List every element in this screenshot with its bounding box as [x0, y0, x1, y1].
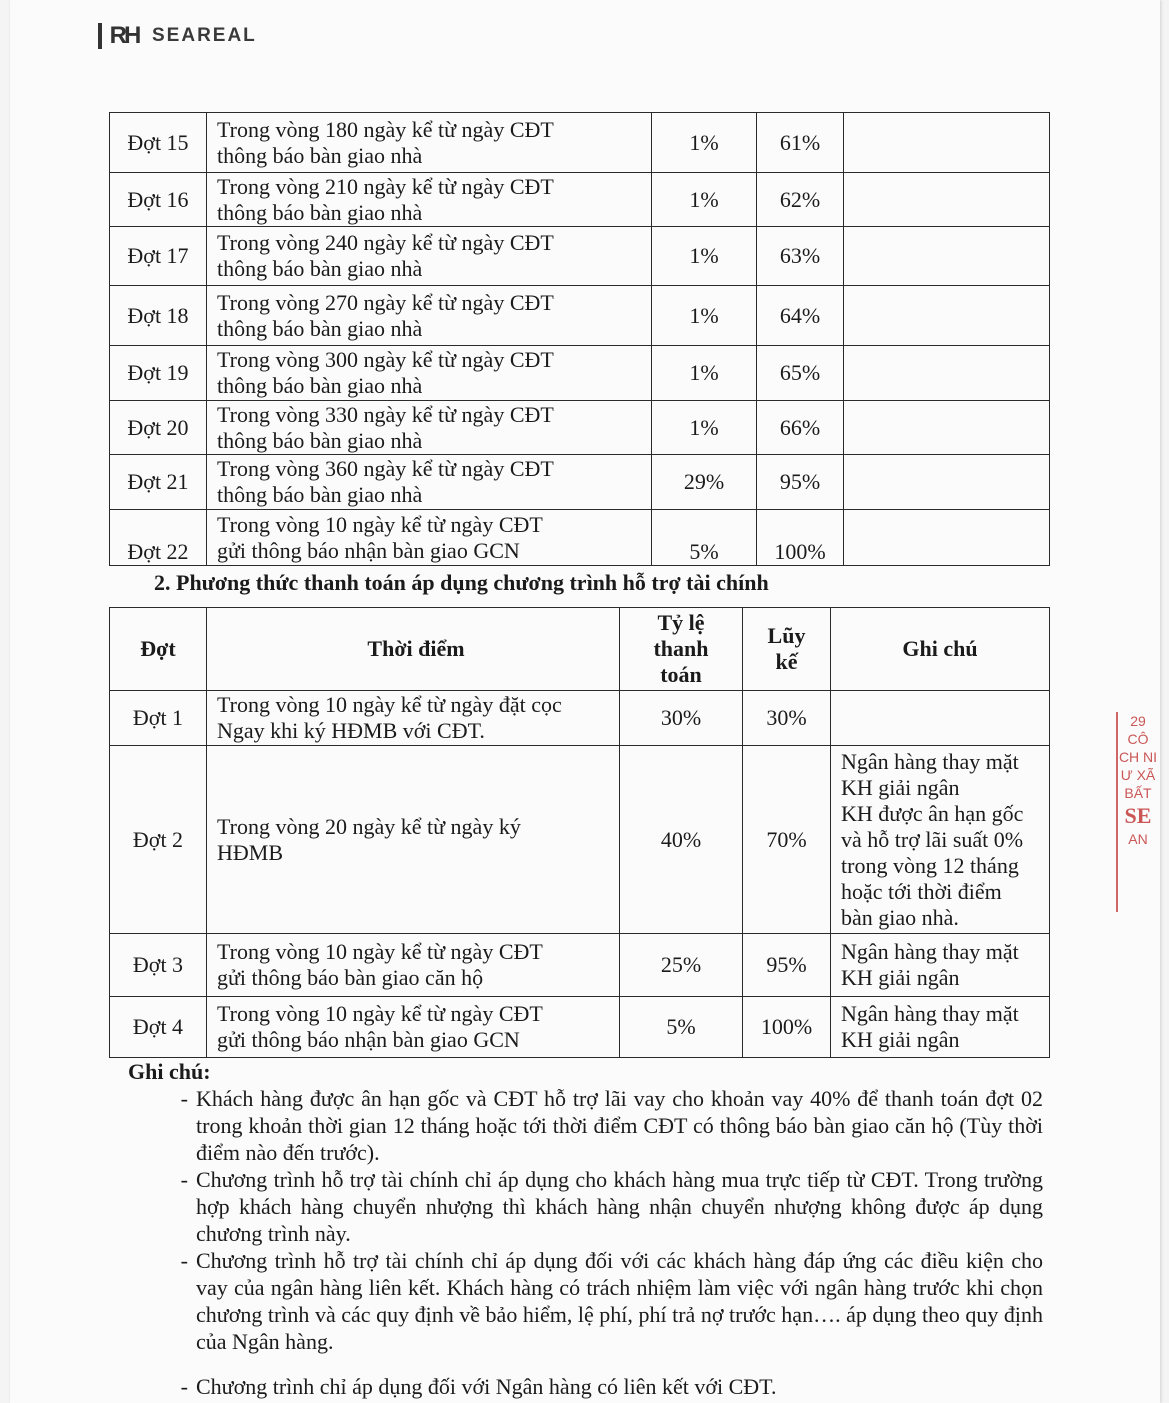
- header-cum: Lũy kế: [743, 608, 831, 691]
- table-row: [110, 346, 1050, 401]
- cell-time: [207, 346, 652, 401]
- time-line: Trong vòng 330 ngày kể từ ngày CĐT: [217, 401, 554, 427]
- time-line: HĐMB: [217, 839, 284, 865]
- note-line: Ngân hàng thay mặt: [841, 1001, 1019, 1026]
- cell-note: [844, 455, 1050, 510]
- note-line: Ngân hàng thay mặt: [841, 748, 1019, 774]
- payment-schedule-table: [109, 112, 1050, 566]
- note-text: Chương trình hỗ trợ tài chính chỉ áp dụng đối với các khách hàng đáp ứng các điều kiện cho vay của ngân hàng liên kết. Khách hàng có trách nhiệm làm việc với ngân hàng trước khi chọn chương trình và các quy định về bảo hiểm, lệ phí, phí trả nợ trước hạn…. áp dụng theo quy định của Ngân hàng.: [196, 1248, 1043, 1354]
- stamp-text: CH NI: [1118, 749, 1158, 765]
- cell-note: [844, 346, 1050, 401]
- note-text: Chương trình chỉ áp dụng đối với Ngân hàng có liên kết với CĐT.: [196, 1374, 777, 1399]
- cell-dot: Đợt 18: [110, 286, 207, 346]
- time-line: Trong vòng 360 ngày kể từ ngày CĐT: [217, 456, 554, 481]
- logo: [98, 22, 257, 50]
- time-line: thông báo bàn giao nhà: [217, 482, 423, 507]
- time-line: gửi thông báo nhận bàn giao GCN: [217, 1027, 520, 1052]
- cell-dot: Đợt 15: [110, 113, 207, 173]
- cell-rate: 30%: [620, 691, 743, 746]
- time-line: Trong vòng 10 ngày kể từ ngày CĐT: [217, 1001, 543, 1026]
- cell-note: [831, 934, 1050, 997]
- time-line: gửi thông báo bàn giao căn hộ: [217, 965, 484, 990]
- time-line: thông báo bàn giao nhà: [217, 142, 423, 168]
- cell-time: [207, 455, 652, 510]
- table-row: [110, 227, 1050, 286]
- cell-note: [831, 746, 1050, 934]
- cell-rate: 1%: [652, 173, 757, 227]
- cell-cum: 100%: [757, 510, 844, 566]
- table-header-row: [110, 608, 1050, 691]
- cell-cum: 95%: [743, 934, 831, 997]
- notes-title: Ghi chú:: [128, 1059, 211, 1084]
- bullet-dash: -: [180, 1167, 188, 1192]
- cell-time: [207, 286, 652, 346]
- time-line: thông báo bàn giao nhà: [217, 373, 423, 398]
- cell-cum: 95%: [757, 455, 844, 510]
- cell-rate: 1%: [652, 113, 757, 173]
- table-row: [110, 746, 1050, 934]
- cell-dot: Đợt 3: [110, 934, 207, 997]
- stamp-text: 29: [1130, 713, 1146, 729]
- table-row: [110, 691, 1050, 746]
- time-line: Trong vòng 10 ngày kể từ ngày đặt cọc: [217, 692, 562, 717]
- cell-rate: 5%: [620, 997, 743, 1058]
- cell-dot: Đợt 1: [110, 691, 207, 746]
- header-note: Ghi chú: [831, 608, 1050, 691]
- cell-cum: 30%: [743, 691, 831, 746]
- cell-time: [207, 173, 652, 227]
- cell-dot: Đợt 2: [110, 746, 207, 934]
- table-row: [110, 997, 1050, 1058]
- cell-time: [207, 691, 620, 746]
- bullet-dash: -: [180, 1374, 188, 1399]
- stamp-text: AN: [1128, 831, 1148, 847]
- cell-cum: 65%: [757, 346, 844, 401]
- note-line: KH giải ngân: [841, 1027, 960, 1052]
- time-line: Ngay khi ký HĐMB với CĐT.: [217, 718, 485, 743]
- time-line: Trong vòng 240 ngày kể từ ngày CĐT: [217, 230, 554, 255]
- stamp-text: CÔ: [1127, 731, 1149, 747]
- cell-rate: 1%: [652, 286, 757, 346]
- time-line: gửi thông báo nhận bàn giao GCN: [217, 537, 520, 563]
- time-line: Trong vòng 20 ngày kể từ ngày ký: [217, 813, 521, 839]
- cell-cum: 62%: [757, 173, 844, 227]
- cell-rate: 1%: [652, 346, 757, 401]
- header-time: Thời điểm: [207, 608, 620, 691]
- logo-mark: RH: [98, 23, 146, 49]
- cell-note: [831, 997, 1050, 1058]
- header-rate: Tỷ lệ thanh toán: [620, 608, 743, 691]
- cell-time: [207, 510, 652, 566]
- list-item: [128, 1166, 1043, 1247]
- bullet-dash: -: [180, 1086, 188, 1111]
- note-text: Khách hàng được ân hạn gốc và CĐT hỗ trợ lãi vay cho khoản vay 40% để thanh toán đợt 02 trong khoản thời gian 12 tháng hoặc tới thời điểm CĐT có thông báo bàn giao căn hộ (Tùy thời điểm nào đến trước).: [196, 1086, 1043, 1165]
- cell-dot: Đợt 16: [110, 173, 207, 227]
- time-line: Trong vòng 270 ngày kể từ ngày CĐT: [217, 289, 554, 315]
- cell-time: [207, 113, 652, 173]
- time-line: Trong vòng 10 ngày kể từ ngày CĐT: [217, 939, 543, 964]
- note-line: KH được ân hạn gốc: [841, 800, 1024, 826]
- bullet-dash: -: [180, 1248, 188, 1273]
- logo-text: SEAREAL: [152, 25, 257, 46]
- cell-note: [844, 227, 1050, 286]
- note-line: Ngân hàng thay mặt: [841, 939, 1019, 964]
- table-row: [110, 455, 1050, 510]
- cell-rate: 25%: [620, 934, 743, 997]
- cell-rate: 1%: [652, 227, 757, 286]
- cell-time: [207, 746, 620, 934]
- cell-cum: 61%: [757, 113, 844, 173]
- cell-dot: Đợt 21: [110, 455, 207, 510]
- list-item: [128, 1373, 1043, 1400]
- cell-dot: Đợt 22: [110, 510, 207, 566]
- table-row: [110, 113, 1050, 173]
- note-line: trong vòng 12 tháng: [841, 852, 1019, 878]
- time-line: Trong vòng 180 ngày kể từ ngày CĐT: [217, 116, 554, 142]
- cell-note: [844, 113, 1050, 173]
- cell-rate: 29%: [652, 455, 757, 510]
- cell-cum: 63%: [757, 227, 844, 286]
- note-line: bàn giao nhà.: [841, 904, 959, 930]
- table-row: [110, 286, 1050, 346]
- list-item: [128, 1085, 1043, 1166]
- cell-dot: Đợt 20: [110, 401, 207, 455]
- note-line: hoặc tới thời điểm: [841, 878, 1002, 904]
- cell-dot: Đợt 17: [110, 227, 207, 286]
- time-line: thông báo bàn giao nhà: [217, 199, 423, 225]
- cell-note: [831, 691, 1050, 746]
- note-line: KH giải ngân: [841, 774, 960, 800]
- header-dot: Đợt: [110, 608, 207, 691]
- cell-rate: 1%: [652, 401, 757, 455]
- cell-time: [207, 227, 652, 286]
- time-line: Trong vòng 210 ngày kể từ ngày CĐT: [217, 173, 554, 199]
- stamp-text: Ư XÃ: [1120, 767, 1156, 783]
- cell-time: [207, 934, 620, 997]
- time-line: Trong vòng 10 ngày kể từ ngày CĐT: [217, 511, 543, 537]
- time-line: thông báo bàn giao nhà: [217, 427, 423, 453]
- cell-note: [844, 286, 1050, 346]
- cell-rate: 5%: [652, 510, 757, 566]
- time-line: thông báo bàn giao nhà: [217, 256, 423, 281]
- table-row: [110, 510, 1050, 566]
- cell-cum: 66%: [757, 401, 844, 455]
- note-line: KH giải ngân: [841, 965, 960, 990]
- cell-note: [844, 401, 1050, 455]
- cell-rate: 40%: [620, 746, 743, 934]
- section-2-title: 2. Phương thức thanh toán áp dụng chương trình hỗ trợ tài chính: [154, 570, 769, 595]
- cell-dot: Đợt 19: [110, 346, 207, 401]
- time-line: thông báo bàn giao nhà: [217, 315, 423, 341]
- stamp-text: BẤT: [1124, 785, 1152, 801]
- cell-note: [844, 510, 1050, 566]
- table-row: [110, 173, 1050, 227]
- note-text: Chương trình hỗ trợ tài chính chỉ áp dụng cho khách hàng mua trực tiếp từ CĐT. Trong trường hợp khách hàng chuyển nhượng thì khách hàng nhận chuyển nhượng không được áp dụng chương trình này.: [196, 1167, 1043, 1246]
- red-stamp: [1116, 712, 1158, 912]
- cell-cum: 64%: [757, 286, 844, 346]
- stamp-text: SE: [1124, 803, 1152, 828]
- list-item: [128, 1247, 1043, 1355]
- financial-support-table: [109, 607, 1050, 1058]
- cell-note: [844, 173, 1050, 227]
- cell-cum: 70%: [743, 746, 831, 934]
- cell-time: [207, 401, 652, 455]
- time-line: Trong vòng 300 ngày kể từ ngày CĐT: [217, 347, 554, 372]
- table-row: [110, 934, 1050, 997]
- cell-dot: Đợt 4: [110, 997, 207, 1058]
- table-row: [110, 401, 1050, 455]
- cell-cum: 100%: [743, 997, 831, 1058]
- cell-time: [207, 997, 620, 1058]
- note-line: và hỗ trợ lãi suất 0%: [841, 826, 1024, 852]
- notes-section: [128, 1058, 1043, 1400]
